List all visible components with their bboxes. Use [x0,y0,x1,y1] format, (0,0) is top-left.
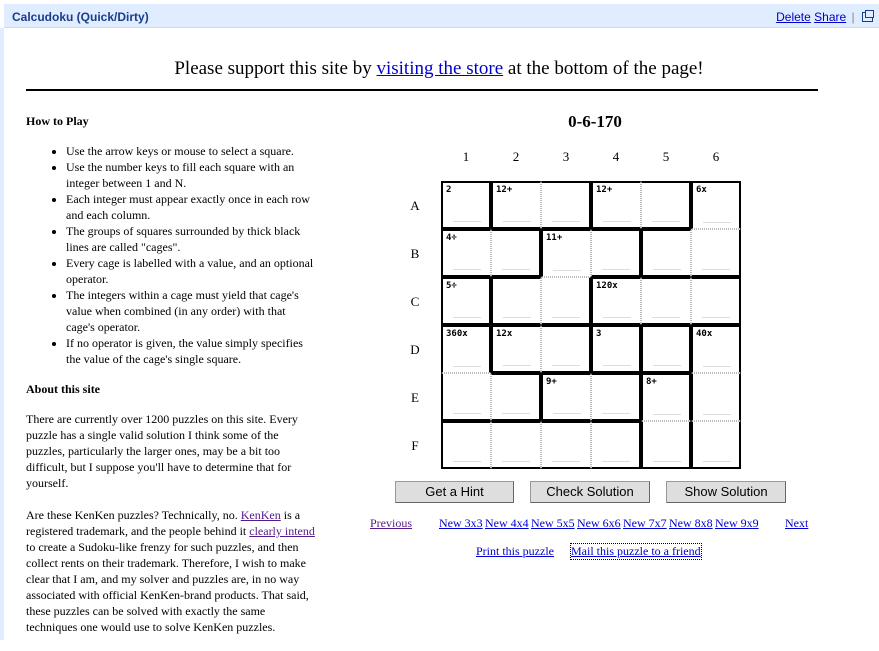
grid-cell[interactable] [491,421,541,469]
new-3x3-link[interactable]: New 3x3 [439,516,483,530]
gadget-header [4,4,879,28]
grid-cell[interactable] [691,373,741,421]
row-label: D [410,342,420,357]
row-label: C [410,294,420,309]
cell-entry [552,461,580,462]
grid-cell[interactable] [491,277,541,325]
column-label: 4 [612,149,620,164]
list-item: • Use the number keys to fill each square with an integer between 1 and N. [66,159,316,191]
cell-entry [702,317,730,318]
cell-entry [552,365,580,366]
cell-entry [653,461,681,462]
puzzle-grid [440,180,742,470]
instructions-list [26,143,316,367]
cell-entry [453,366,481,367]
list-item: • Every cage is labelled with a value, and an optional operator. [66,255,316,287]
cage-label: 11+ [546,233,563,243]
row-label: A [410,198,420,213]
check-solution-button[interactable]: Check Solution [530,481,650,503]
column-label: 5 [662,149,670,164]
about-heading: About this site [26,382,101,396]
support-banner [60,58,818,80]
cell-entry [502,269,530,270]
cell-entry [603,365,631,366]
clearly-intend-link[interactable]: clearly intend [249,524,315,538]
grid-cell[interactable] [641,277,691,325]
cell-entry [503,317,531,318]
how-to-play-heading: How to Play [26,114,89,128]
cell-entry [503,365,531,366]
cage-label: 12x [496,329,513,339]
info-column [26,113,316,651]
gadget-title: Calcudoku (Quick/Dirty) [12,10,149,24]
grid-cell[interactable] [541,229,591,277]
grid-cell[interactable] [641,421,691,469]
list-item: • Use the arrow keys or mouse to select a square. [66,143,316,159]
cell-entry [653,269,681,270]
frame-edge [0,28,4,640]
grid-cell[interactable] [491,373,541,421]
cell-entry [702,269,730,270]
trademark-text: to create a Sudoku-like frenzy for such puzzles, and then collect rents on their trademark. Therefore, I wish to make clear that I am, and my solver and puzzles are, in no way associated with official KenKen-brand products. That said, these puzzles can be solved with exactly the same techniques one would use to solve KenKen puzzles. [26,540,309,634]
grid-cell[interactable] [591,181,641,229]
cage-label: 120x [596,281,618,291]
cell-entry [453,269,481,270]
grid-cell[interactable] [641,325,691,373]
cell-entry [602,269,630,270]
grid-cell[interactable] [441,229,491,277]
cage-label: 12+ [596,185,613,195]
mail-puzzle-link[interactable]: Mail this puzzle to a friend [571,544,701,558]
cell-entry [503,221,531,222]
grid-cell[interactable] [491,229,541,277]
popout-icon[interactable] [862,12,873,22]
list-item: • The groups of squares surrounded by thick black lines are called "cages". [66,223,316,255]
column-label: 6 [712,149,720,164]
cell-entry [453,317,481,318]
cell-entry [603,221,631,222]
show-solution-button[interactable]: Show Solution [666,481,786,503]
grid-cell[interactable] [591,421,641,469]
cell-entry [553,413,581,414]
support-prefix: Please support this site by [174,58,377,79]
grid-cell[interactable] [591,277,641,325]
grid-cell[interactable] [591,325,641,373]
list-item: • If no operator is given, the value simply specifies the value of the cage's single square. [66,335,316,367]
cell-entry [502,461,530,462]
cell-entry [552,317,580,318]
cage-label: 12+ [496,185,513,195]
grid-cell[interactable] [641,373,691,421]
list-item: • The integers within a cage must yield that cage's value when combined (in any order) with that cage's operator. [66,287,316,335]
support-suffix: at the bottom of the page! [503,58,704,79]
previous-link[interactable]: Previous [370,516,412,530]
cage-label: 2 [446,185,452,195]
new-7x7-link[interactable]: New 7x7 [623,516,667,530]
column-label: 1 [462,149,470,164]
separator: | [851,10,855,24]
cell-entry [703,461,731,462]
row-label: F [411,438,419,453]
next-link[interactable]: Next [785,516,809,530]
new-6x6-link[interactable]: New 6x6 [577,516,621,530]
trademark-text: is a registered trademark, and the people behind it [26,508,301,538]
grid-cell[interactable] [541,181,591,229]
row-label: E [411,390,419,405]
grid-cell[interactable] [591,373,641,421]
cage-label: 360x [446,329,468,339]
column-label: 2 [512,149,520,164]
grid-cell[interactable] [541,421,591,469]
cell-entry [652,317,680,318]
delete-link[interactable]: Delete [776,10,811,24]
cage-label: 5÷ [446,281,457,291]
store-link[interactable]: visiting the store [376,58,504,79]
cage-label: 4÷ [446,233,457,243]
new-8x8-link[interactable]: New 8x8 [669,516,713,530]
get-hint-button[interactable]: Get a Hint [395,481,514,503]
print-puzzle-link[interactable]: Print this puzzle [476,544,554,558]
grid-cell[interactable] [541,373,591,421]
grid-cell[interactable] [441,325,491,373]
grid-cell[interactable] [541,325,591,373]
cell-entry [502,413,530,414]
cell-entry [453,221,481,222]
gadget-actions [776,10,873,24]
cell-entry [553,270,581,271]
grid-cell[interactable] [691,277,741,325]
cage-label: 9+ [546,377,557,387]
new-4x4-link[interactable]: New 4x4 [485,516,529,530]
grid-cell[interactable] [441,181,491,229]
grid-cell[interactable] [591,229,641,277]
kenken-link[interactable]: KenKen [240,508,281,522]
grid-cell[interactable] [541,277,591,325]
grid-cell[interactable] [491,181,541,229]
cage-label: 6x [696,185,707,195]
divider [26,89,818,91]
puzzle-id: 0-6-170 [568,112,622,131]
cage-label: 3 [596,329,602,339]
about-paragraph: There are currently over 1200 puzzles on this site. Every puzzle has a single valid solution I think some of the puzzles, particularly the larger ones, may be a bit too difficult, but I suppose you'll have to determine that for yourself. [26,412,298,490]
grid-cell[interactable] [691,229,741,277]
row-label: B [410,246,420,261]
cell-entry [453,413,481,414]
new-9x9-link[interactable]: New 9x9 [715,516,759,530]
cell-entry [552,221,580,222]
cell-entry [653,414,681,415]
cell-entry [602,461,630,462]
grid-cell[interactable] [441,277,491,325]
list-item: • Each integer must appear exactly once in each row and each column. [66,191,316,223]
grid-cell[interactable] [641,229,691,277]
grid-cell[interactable] [691,421,741,469]
grid-cell[interactable] [441,421,491,469]
cell-entry [653,365,681,366]
cage-label: 40x [696,329,713,339]
grid-cell[interactable] [441,373,491,421]
cage-label: 8+ [646,377,657,387]
cell-entry [602,413,630,414]
new-5x5-link[interactable]: New 5x5 [531,516,575,530]
cell-entry [703,366,731,367]
grid-cell[interactable] [491,325,541,373]
cell-entry [652,221,680,222]
column-label: 3 [562,149,570,164]
grid-cell[interactable] [691,181,741,229]
trademark-paragraph [26,507,316,635]
cell-entry [603,317,631,318]
cell-entry [703,414,731,415]
cell-entry [453,461,481,462]
grid-cell[interactable] [691,325,741,373]
trademark-text: Are these KenKen puzzles? Technically, no. [26,508,241,522]
share-link[interactable]: Share [814,10,847,24]
cell-entry [703,222,731,223]
grid-cell[interactable] [641,181,691,229]
